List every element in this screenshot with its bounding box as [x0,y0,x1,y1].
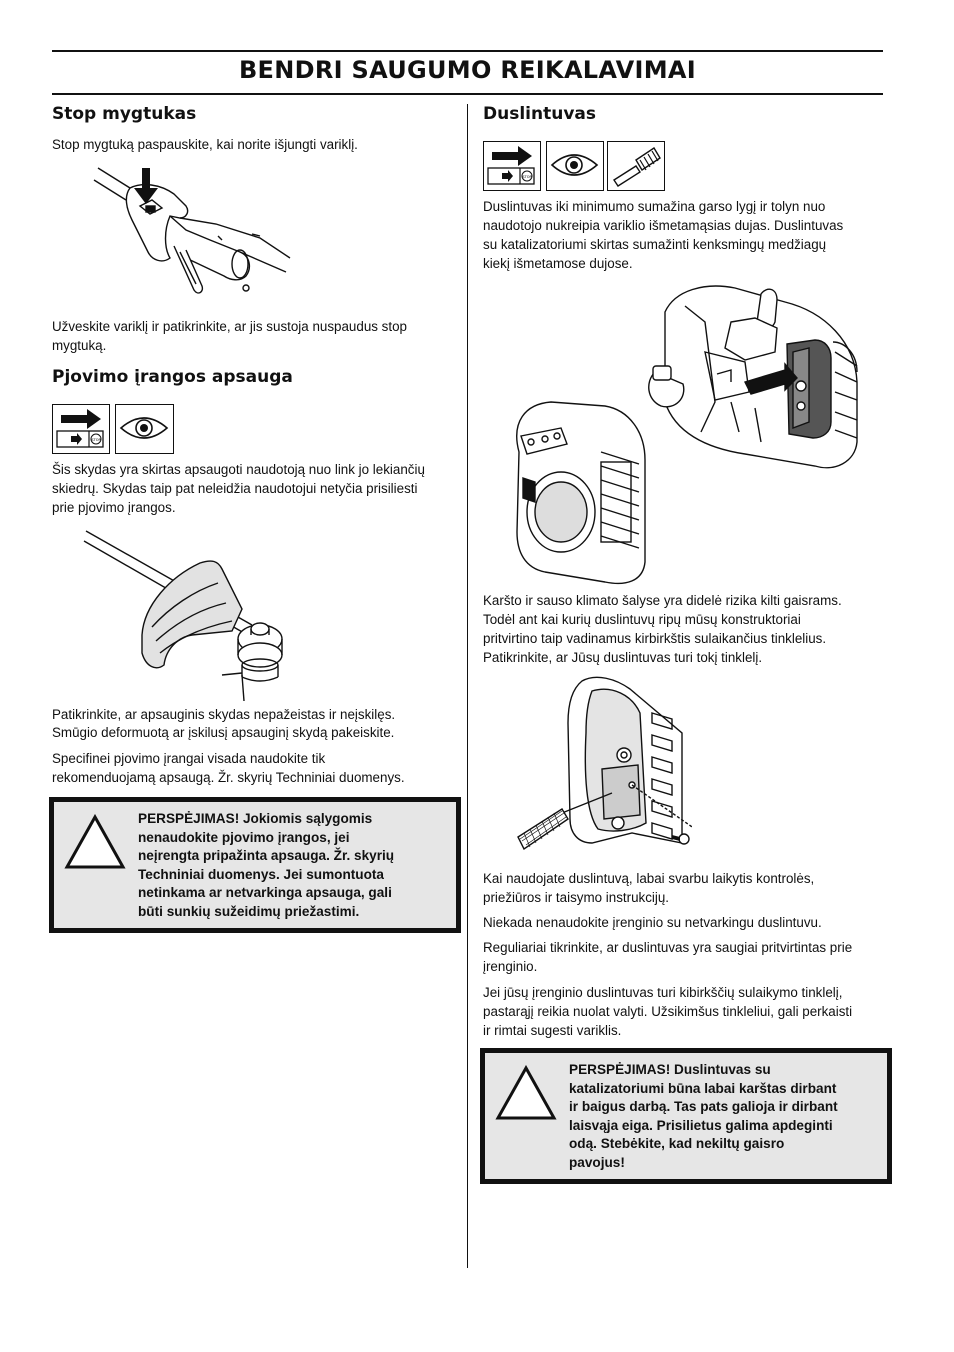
top-rule [52,50,883,52]
guard-recommend-text-2: rekomenduojamą apsaugą. Žr. skyrių Techniniai duomenys. [52,770,405,785]
guard-text-1: Šis skydas yra skirtas apsaugoti naudotoją nuo link jo lekiančių [52,462,425,477]
guard-check-text-1: Patikrinkite, ar apsauginis skydas nepažeistas ir neįskilęs. [52,707,396,722]
muffler-warning-line: katalizatoriumi būna labai karštas dirbant [569,1080,837,1096]
warning-triangle-icon [64,814,126,870]
guard-text-3: prie pjovimo įrangos. [52,500,176,515]
guard-warning-box [49,797,461,933]
stop-button-text: Stop mygtuką paspauskite, kai norite išjungti variklį. [52,137,358,152]
muffler-text-line: naudotojo nukreipia variklio išmetamąsias dujas. Duslintuvas [483,218,844,233]
stop-button-illustration [90,160,300,310]
stop-check-text-1: Užveskite variklį ir patikrinkite, ar jis sustoja nuspaudus stop [52,319,407,334]
eye-protection-icon [115,404,174,454]
muffler-warning-box [480,1048,892,1184]
spark-arrestor-text-line: Patikrinkite, ar Jūsų duslintuvas turi tokį tinklelį. [483,650,763,665]
check-mount-text-line: įrenginio. [483,959,538,974]
muffler-illustration [505,282,865,587]
muffler-heading: Duslintuvas [483,104,596,124]
check-mount-text-line: Reguliariai tikrinkite, ar duslintuvas yra saugiai pritvirtintas prie [483,940,853,955]
guard-recommend-text-1: Specifinei pjovimo įrangai visada naudokite tik [52,751,326,766]
stop-check-text-2: mygtuką. [52,338,107,353]
spark-arrestor-text-line: Karšto ir sauso klimato šalyse yra didelė rizika kilti gaisrams. [483,593,842,608]
guard-warning-line: PERSPĖJIMAS! Jokiomis sąlygomis [138,811,373,826]
guard-warning-line: Techniniai duomenys. Jei sumontuota [138,866,384,882]
cleaning-brush-icon [607,141,665,191]
guard-check-text-2: Smūgio deformuotą ar įskilusį apsauginį skydą pakeiskite. [52,725,395,740]
maintenance-text-line: priežiūros ir taisymo instrukcijų. [483,890,670,905]
muffler-warning-line: PERSPĖJIMAS! Duslintuvas su [569,1062,771,1077]
clean-screen-text-line: pastarąjį reikia nuolat valyti. Užsikimšus tinkleliui, gali perkaisti [483,1004,853,1019]
title-underline [52,93,883,95]
page-title: BENDRI SAUGUMO REIKALAVIMAI [238,56,697,84]
spark-arrestor-text-line: pritvirtino taip vadinamus kirbirkštis sulaikančius tinklelius. [483,631,827,646]
guard-warning-line: neįrengta pripažinta apsauga. Žr. skyrių [138,848,395,863]
muffler-warning-line: odą. Stebėkite, kad nekiltų gaisro [569,1136,785,1151]
eye-protection-icon [546,141,604,191]
spark-arrestor-text-line: Todėl ant kai kurių duslintuvų ripų mūsų konstruktoriai [483,612,801,627]
spark-arrestor-illustration [512,673,692,865]
svg-text:STOP: STOP [522,175,532,179]
warning-triangle-icon [495,1065,557,1121]
never-use-text: Niekada nenaudokite įrenginio su netvarkingu duslintuvu. [483,915,822,930]
clean-screen-text-line: Jei jūsų įrenginio duslintuvas turi kibirkščių sulaikymo tinklelį, [483,985,843,1000]
maintenance-text-line: Kai naudojate duslintuvą, labai svarbu laikytis kontrolės, [483,871,815,886]
column-divider [467,104,468,1268]
muffler-text-line: su katalizatoriumi skirtas sumažinti kenksmingų medžiagų [483,237,827,252]
muffler-warning-line: pavojus! [569,1154,625,1170]
read-manual-icon [52,404,110,454]
muffler-warning-line: laisvąja eiga. Prisilietus galima apdeginti [569,1117,833,1133]
cutting-guard-heading: Pjovimo įrangos apsauga [52,367,293,387]
guard-warning-line: būti sunkių sužeidimų priežastimi. [138,903,360,919]
muffler-text-line: Duslintuvas iki minimumo sumažina garso lygį ir tolyn nuo [483,199,826,214]
cutting-guard-illustration [82,525,302,705]
muffler-warning-line: ir baigus darbą. Tas pats galioja ir dirbant [569,1099,838,1114]
svg-text:STOP: STOP [91,438,101,442]
read-manual-icon [483,141,541,191]
clean-screen-text-line: ir rimtai sugesti variklis. [483,1023,622,1038]
guard-warning-line: netinkama ar netvarkinga apsauga, gali [138,885,392,900]
stop-button-heading: Stop mygtukas [52,104,197,124]
muffler-text-line: kiekį išmetamose dujose. [483,256,633,271]
guard-text-2: skiedrų. Skydas taip pat neleidžia naudotojui netyčia prisiliesti [52,481,418,496]
guard-warning-line: nenaudokite pjovimo įrangos, jei [138,829,350,845]
